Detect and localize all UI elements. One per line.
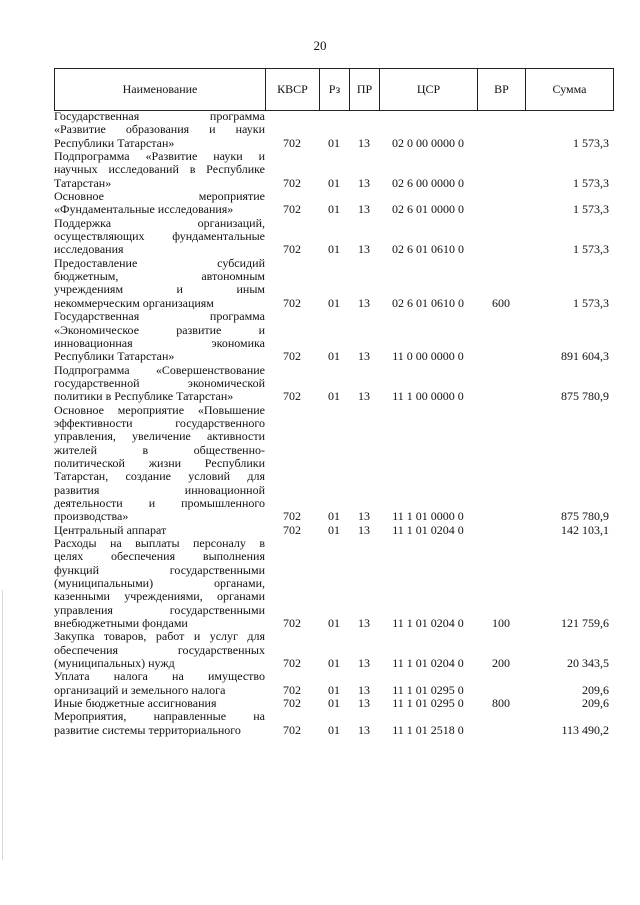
- row-name-line: внебюджетными фондами: [54, 616, 188, 631]
- cell-pr: 13: [358, 349, 370, 364]
- row-name-line: управления государственными: [54, 602, 265, 617]
- cell-csr: 11 1 01 0295 0: [392, 682, 464, 697]
- table-row: [54, 537, 614, 630]
- row-name-line: обеспечения государственных: [54, 642, 265, 657]
- row-name-line: Мероприятия, направленные на: [54, 709, 265, 724]
- row-name-line: Иные бюджетные ассигнования: [54, 696, 217, 711]
- row-name: [54, 190, 265, 217]
- cell-csr: 11 1 01 0204 0: [392, 522, 464, 537]
- table-row: [54, 710, 614, 737]
- column-header-sum: Сумма: [526, 69, 614, 111]
- row-name-line: некоммерческим организациям: [54, 295, 214, 310]
- table-row: [54, 697, 614, 710]
- cell-pr: 13: [358, 389, 370, 404]
- row-name-line: казенными учреждениями, органами: [54, 589, 265, 604]
- row-name-line: Республики Татарстан»: [54, 135, 175, 150]
- column-header-rz: Рз: [320, 69, 350, 111]
- table-row: [54, 670, 614, 697]
- row-name-line: политической жизни Республики: [54, 455, 265, 470]
- cell-csr: 02 6 01 0610 0: [392, 295, 464, 310]
- cell-kvsr: 702: [283, 682, 301, 697]
- cell-pr: 13: [358, 682, 370, 697]
- row-name-line: Расходы на выплаты персоналу в: [54, 536, 265, 550]
- cell-pr: 13: [358, 722, 370, 737]
- cell-kvsr: 702: [283, 175, 301, 190]
- cell-sum: 875 780,9: [561, 389, 609, 404]
- cell-rz: 01: [328, 349, 340, 364]
- cell-sum: 121 759,6: [561, 616, 609, 631]
- row-name-line: политики в Республике Татарстан»: [54, 389, 234, 404]
- table-row: [54, 110, 614, 150]
- row-name: [54, 364, 265, 404]
- cell-kvsr: 702: [283, 509, 301, 524]
- cell-csr: 11 1 01 0204 0: [392, 616, 464, 631]
- cell-kvsr: 702: [283, 202, 301, 217]
- row-name-line: Государственная программа: [54, 109, 265, 123]
- row-name-line: научных исследований в Республике: [54, 162, 265, 177]
- cell-csr: 02 6 00 0000 0: [392, 175, 464, 190]
- row-name-line: осуществляющих фундаментальные: [54, 229, 265, 244]
- cell-vr: 200: [492, 656, 510, 671]
- row-name-line: Закупка товаров, работ и услуг для: [54, 629, 265, 644]
- row-name-line: Республики Татарстан»: [54, 349, 175, 364]
- row-name-line: Татарстан, создание условий для: [54, 469, 265, 484]
- row-name: [54, 537, 265, 630]
- cell-kvsr: 702: [283, 242, 301, 257]
- cell-pr: 13: [358, 202, 370, 217]
- cell-sum: 1 573,3: [573, 135, 609, 150]
- row-name-line: Подпрограмма «Совершенствование: [54, 362, 265, 377]
- cell-csr: 02 6 01 0610 0: [392, 242, 464, 257]
- row-name: [54, 710, 265, 737]
- column-header-name: Наименование: [55, 69, 266, 111]
- row-name-line: деятельности и промышленного: [54, 495, 265, 510]
- scan-margin-line: [2, 590, 3, 860]
- cell-csr: 02 6 01 0000 0: [392, 202, 464, 217]
- cell-csr: 11 0 00 0000 0: [392, 349, 464, 364]
- table-row: [54, 190, 614, 217]
- row-name-line: развития инновационной: [54, 482, 265, 497]
- cell-kvsr: 702: [283, 135, 301, 150]
- row-name-line: Основное мероприятие «Повышение: [54, 402, 265, 417]
- row-name: [54, 670, 265, 697]
- table-row: [54, 150, 614, 190]
- row-name-line: «Фундаментальные исследования»: [54, 202, 234, 217]
- cell-rz: 01: [328, 175, 340, 190]
- cell-sum: 209,6: [582, 682, 609, 697]
- row-name-line: управления, увеличение активности: [54, 429, 265, 444]
- page-number: 20: [313, 38, 327, 53]
- cell-csr: 11 1 01 0000 0: [392, 509, 464, 524]
- row-name-line: государственной экономической: [54, 375, 265, 390]
- cell-rz: 01: [328, 509, 340, 524]
- row-name: [54, 217, 265, 257]
- cell-csr: 11 1 01 2518 0: [392, 722, 464, 737]
- row-name-line: «Развитие образования и науки: [54, 122, 265, 137]
- row-name: [54, 404, 265, 524]
- row-name-line: жителей в общественно-: [54, 442, 265, 457]
- cell-sum: 1 573,3: [573, 295, 609, 310]
- row-name-line: Центральный аппарат: [54, 522, 167, 537]
- cell-pr: 13: [358, 242, 370, 257]
- row-name-line: «Экономическое развитие и: [54, 322, 265, 337]
- cell-sum: 113 490,2: [561, 722, 609, 737]
- cell-csr: 11 1 01 0295 0: [392, 696, 464, 711]
- row-name: [54, 310, 265, 363]
- cell-sum: 1 573,3: [573, 242, 609, 257]
- column-header-pr: ПР: [350, 69, 380, 111]
- row-name: [54, 697, 265, 710]
- table-row: [54, 257, 614, 310]
- column-header-csr: ЦСР: [380, 69, 478, 111]
- cell-pr: 13: [358, 295, 370, 310]
- column-header-kvsr: КВСР: [266, 69, 320, 111]
- cell-rz: 01: [328, 682, 340, 697]
- row-name-line: эффективности государственного: [54, 415, 265, 430]
- cell-kvsr: 702: [283, 389, 301, 404]
- row-name: [54, 524, 265, 537]
- cell-pr: 13: [358, 509, 370, 524]
- cell-kvsr: 702: [283, 696, 301, 711]
- row-name-line: целях обеспечения выполнения: [54, 549, 265, 564]
- cell-sum: 1 573,3: [573, 202, 609, 217]
- cell-vr: 100: [492, 616, 510, 631]
- cell-pr: 13: [358, 135, 370, 150]
- row-name-line: производства»: [54, 509, 129, 524]
- table-row: [54, 524, 614, 537]
- cell-sum: 20 343,5: [567, 656, 609, 671]
- row-name-line: Основное мероприятие: [54, 189, 265, 204]
- row-name-line: (муниципальных) нужд: [54, 656, 175, 671]
- row-name: [54, 257, 265, 310]
- row-name-line: Уплата налога на имущество: [54, 669, 265, 684]
- cell-rz: 01: [328, 722, 340, 737]
- cell-kvsr: 702: [283, 616, 301, 631]
- row-name: [54, 630, 265, 670]
- table-row: [54, 310, 614, 363]
- row-name-line: исследования: [54, 242, 124, 257]
- cell-rz: 01: [328, 135, 340, 150]
- cell-pr: 13: [358, 616, 370, 631]
- cell-kvsr: 702: [283, 722, 301, 737]
- cell-kvsr: 702: [283, 522, 301, 537]
- cell-vr: 600: [492, 295, 510, 310]
- cell-csr: 02 0 00 0000 0: [392, 135, 464, 150]
- cell-pr: 13: [358, 175, 370, 190]
- cell-pr: 13: [358, 696, 370, 711]
- cell-vr: 800: [492, 696, 510, 711]
- table-header: [54, 68, 614, 111]
- table-row: [54, 364, 614, 404]
- row-name-line: функций государственными: [54, 562, 265, 577]
- cell-rz: 01: [328, 696, 340, 711]
- cell-sum: 1 573,3: [573, 175, 609, 190]
- cell-csr: 11 1 01 0204 0: [392, 656, 464, 671]
- cell-rz: 01: [328, 522, 340, 537]
- cell-pr: 13: [358, 522, 370, 537]
- table-row: [54, 404, 614, 524]
- cell-rz: 01: [328, 202, 340, 217]
- row-name-line: инновационная экономика: [54, 335, 265, 350]
- cell-kvsr: 702: [283, 656, 301, 671]
- row-name-line: развитие системы территориального: [54, 722, 241, 737]
- cell-rz: 01: [328, 242, 340, 257]
- row-name-line: организаций и земельного налога: [54, 682, 226, 697]
- row-name-line: бюджетным, автономным: [54, 269, 265, 284]
- cell-rz: 01: [328, 616, 340, 631]
- cell-csr: 11 1 00 0000 0: [392, 389, 464, 404]
- cell-sum: 209,6: [582, 696, 609, 711]
- table-body: [54, 110, 614, 737]
- cell-sum: 875 780,9: [561, 509, 609, 524]
- column-header-vr: ВР: [478, 69, 526, 111]
- row-name-line: учреждениям и иным: [54, 282, 265, 297]
- row-name-line: (муниципальными) органами,: [54, 576, 265, 591]
- cell-pr: 13: [358, 656, 370, 671]
- row-name-line: Поддержка организаций,: [54, 215, 265, 230]
- cell-rz: 01: [328, 656, 340, 671]
- row-name-line: Татарстан»: [54, 175, 112, 190]
- cell-sum: 891 604,3: [561, 349, 609, 364]
- row-name-line: Подпрограмма «Развитие науки и: [54, 149, 265, 164]
- row-name-line: Государственная программа: [54, 309, 265, 324]
- table-row: [54, 217, 614, 257]
- table-row: [54, 630, 614, 670]
- cell-rz: 01: [328, 295, 340, 310]
- row-name: [54, 150, 265, 190]
- row-name-line: Предоставление субсидий: [54, 255, 265, 270]
- cell-kvsr: 702: [283, 295, 301, 310]
- cell-sum: 142 103,1: [561, 522, 609, 537]
- cell-kvsr: 702: [283, 349, 301, 364]
- row-name: [54, 110, 265, 150]
- cell-rz: 01: [328, 389, 340, 404]
